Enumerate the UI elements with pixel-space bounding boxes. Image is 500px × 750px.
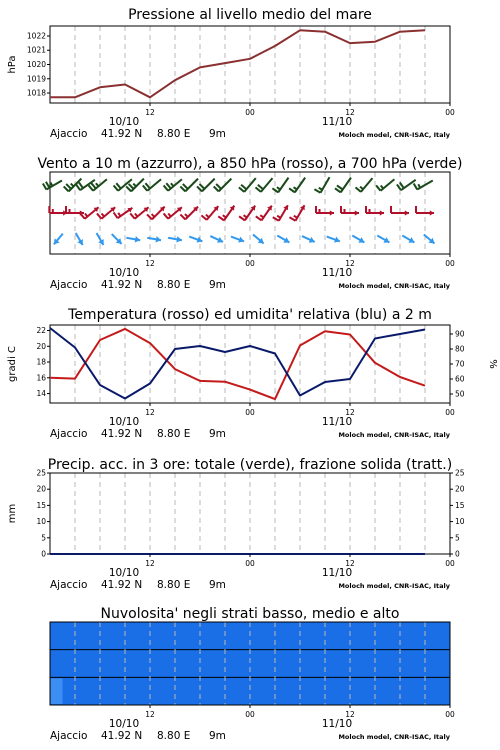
y-tick-label-right: 70 [455,359,465,369]
location-lon: 8.80 E [157,579,191,591]
barb-feather [102,213,105,216]
barb-shaft [381,179,395,191]
wind-barb-10m [402,236,414,243]
wind-x-ticks [50,254,455,291]
pressure-grid [75,26,425,103]
barb-feather [145,183,149,188]
x-tick-label: 12 [345,408,355,417]
barb-feather [116,183,120,188]
x-tick-label: 00 [445,710,455,719]
wind-barb-700hPa [143,179,161,191]
y-tick-label: 1021 [26,45,46,55]
location-lon: 8.80 E [157,128,191,140]
barb-head [405,210,409,215]
barb-feather [273,217,279,221]
model-credit: Moloch model, CNR-ISAC, Italy [338,131,450,139]
wind-barb-10m [327,237,340,243]
pressure-x-ticks [50,103,455,140]
location-lat: 41.92 N [101,128,143,140]
precip-title: Precip. acc. in 3 ore: totale (verde), frazione solida (tratt.) [47,457,453,473]
wind-barb-700hPa [164,179,182,191]
date-label: 11/10 [321,416,353,428]
barb-feather [294,187,297,189]
barb-feather [180,186,185,191]
wind-panel [37,156,462,291]
x-tick-label: 12 [145,408,155,417]
y-tick-label: 20 [36,484,46,494]
barb-feather [183,184,188,189]
wind-barb-700hPa [214,179,232,192]
barb-feather [319,188,322,190]
barb-feather [129,184,134,189]
date-label: 11/10 [321,718,353,730]
barb-feather [50,183,52,186]
barb-feather [166,183,170,188]
barb-feather [152,214,155,217]
y-tick-label: 1020 [26,60,46,69]
barb-feather [289,217,295,221]
barb-feather [277,216,280,218]
barb-shaft [361,178,373,192]
barb-head [355,210,359,215]
barb-feather [66,184,71,189]
barb-feather [89,185,93,190]
x-tick-label: 12 [345,259,355,268]
barb-head [430,210,434,215]
barb-feather [197,186,202,191]
y-tick-label: 20 [36,341,46,351]
x-tick-label: 00 [445,408,455,417]
barb-feather [381,185,384,188]
x-tick-label: 00 [245,710,255,719]
y-tick-label: 16 [36,373,46,383]
location-lat: 41.92 N [101,579,143,591]
x-tick-label: 00 [445,559,455,568]
barb-feather [96,183,99,186]
barb-feather [277,187,280,189]
wind-barb-10m [231,237,244,243]
x-tick-label: 00 [445,108,455,117]
location-alt: 9m [209,279,226,291]
wind-barb-700hPa [376,179,394,191]
barb-feather [135,213,138,216]
date-label: 10/10 [108,267,140,279]
humidity-y-label: % [487,359,498,369]
y-tick-label: 1018 [26,88,46,98]
barb-feather [256,187,261,191]
barb-feather [418,184,420,187]
wind-barb-700hPa [239,178,256,192]
wind-barb-10m [147,236,161,242]
barb-feather [214,186,219,191]
x-tick-label: 12 [145,259,155,268]
barb-feather [164,213,168,218]
wind-barb-700hPa [43,181,62,190]
barb-feather [337,185,343,189]
date-label: 11/10 [321,267,353,279]
y-tick-label-right: 20 [455,484,465,494]
barb-feather [80,213,84,218]
wind-barb-700hPa [335,178,351,193]
cloud-x-ticks [50,705,455,742]
date-label: 10/10 [108,718,140,730]
barb-feather [180,214,185,219]
barb-feather [260,215,263,217]
wind-barb-700hPa [180,179,198,192]
pressure-line [50,30,425,97]
barb-feather [360,187,363,190]
barb-feather [239,216,245,220]
wind-barb-850hPa [180,207,198,220]
wind-barb-850hPa [256,206,272,221]
barb-feather [201,215,206,219]
barb-feather [168,213,171,216]
barb-feather [76,184,80,190]
wind-barb-10m [277,236,289,243]
barb-feather [241,185,246,189]
barb-feather [239,187,244,191]
barb-feather [244,215,247,217]
wind-barb-850hPa [289,205,304,221]
x-tick-label: 12 [345,108,355,117]
temperature-y-label: gradi C [7,346,18,382]
barb-feather [216,184,221,189]
barb-feather [71,184,74,187]
model-credit: Moloch model, CNR-ISAC, Italy [338,282,450,290]
x-tick-label: 00 [245,559,255,568]
wind-barb-850hPa [130,207,148,219]
temperature-panel [7,307,498,440]
temperature-x-ticks [50,403,455,440]
barb-feather [199,184,204,189]
barb-feather [164,185,168,190]
date-label: 10/10 [108,116,140,128]
location-name: Ajaccio [50,128,88,140]
barb-feather [114,212,118,218]
barb-feather [376,185,380,190]
temperature-title: Temperatura (rosso) ed umidita' relativa (blu) a 2 m [68,307,432,323]
wind-barb-700hPa [289,178,305,193]
barb-feather [64,186,69,191]
y-tick-label: 5 [41,533,46,543]
barb-feather [143,185,147,190]
x-tick-label: 12 [145,559,155,568]
barb-feather [126,186,131,191]
y-tick-label-right: 50 [455,389,465,399]
wind-barb-10m [210,236,223,243]
date-label: 10/10 [108,567,140,579]
wind-title: Vento a 10 m (azzurro), a 850 hPa (rosso), a 700 hPa (verde) [37,156,463,172]
x-tick-label: 00 [245,259,255,268]
temperature-series [50,328,425,399]
wind-barb-10m [253,235,264,244]
temperature-y-ticks [36,326,50,398]
barb-head [380,210,384,215]
wind-barb-700hPa [356,178,373,192]
model-credit: Moloch model, CNR-ISAC, Italy [338,582,450,590]
location-name: Ajaccio [50,279,88,291]
model-credit: Moloch model, CNR-ISAC, Italy [338,431,450,439]
x-tick-label: 12 [345,559,355,568]
precip-grid [75,473,425,554]
x-tick-label: 00 [245,408,255,417]
model-credit: Moloch model, CNR-ISAC, Italy [338,733,450,741]
wind-barb-10m [377,236,389,243]
wind-barb-10m [54,234,63,245]
cloud-title: Nuvolosita' negli strati basso, medio e alto [100,606,400,622]
wind-barb-10m [112,234,122,244]
barb-shaft [261,178,273,192]
location-alt: 9m [209,579,226,591]
barb-feather [356,187,361,191]
wind-barb-700hPa [256,178,273,192]
barb-feather [79,182,83,188]
wind-barb-10m [126,236,140,242]
x-tick-label: 12 [345,710,355,719]
y-tick-label-right: 60 [455,374,465,384]
cloud-cell [50,678,63,704]
precip-y-label: mm [7,503,18,524]
barb-shaft [185,179,198,192]
precip-x-ticks [50,554,455,591]
x-tick-label: 00 [245,108,255,117]
location-alt: 9m [209,730,226,742]
y-tick-label: 25 [36,468,46,478]
temperature-grid [75,325,425,403]
humidity-line [50,328,425,399]
barb-feather [185,214,188,217]
x-tick-label: 00 [445,259,455,268]
barb-feather [223,215,226,217]
wind-barb-10m [352,236,364,243]
pressure-title: Pressione al livello medio del mare [128,7,372,23]
y-tick-label: 1019 [26,74,46,84]
location-alt: 9m [209,128,226,140]
location-lon: 8.80 E [157,428,191,440]
barb-feather [206,215,209,218]
wind-barb-10m [302,236,315,243]
precip-y-ticks [36,469,50,559]
wind-barb-850hPa [201,206,218,220]
barb-feather [414,183,418,189]
y-tick-label-right: 80 [455,344,465,354]
wind-barb-700hPa [89,179,107,191]
location-name: Ajaccio [50,730,88,742]
y-tick-label: 0 [41,549,46,559]
pressure-y-label: hPa [7,55,18,74]
location-lon: 8.80 E [157,279,191,291]
barb-feather [335,188,341,192]
location-alt: 9m [209,428,226,440]
y-tick-label-right: 90 [455,329,465,339]
pressure-series [50,30,425,97]
barb-shaft [202,179,215,192]
barb-feather [85,213,88,216]
y-tick-label-right: 15 [455,500,465,510]
wind-barb-10m [76,233,83,245]
barb-feather [256,216,262,220]
y-tick-label: 18 [36,357,46,367]
y-tick-label: 1022 [26,31,46,41]
y-tick-label: 10 [36,517,46,527]
barb-feather [43,183,47,189]
y-tick-label-right: 25 [455,468,465,478]
barb-feather [171,183,174,186]
precip-panel [7,457,465,591]
y-tick-label: 22 [36,326,46,336]
humidity-y-ticks [450,330,465,399]
location-lat: 41.92 N [101,730,143,742]
wind-barb-700hPa [314,177,329,193]
y-tick-label-right: 10 [455,517,465,527]
wind-barb-10m [97,233,104,245]
barb-feather [218,216,224,220]
wind-barb-850hPa [114,208,133,218]
barb-feather [130,213,134,218]
wind-barb-850hPa [218,206,234,221]
barb-feather [97,213,101,218]
y-tick-label-right: 5 [455,533,460,543]
location-lat: 41.92 N [101,279,143,291]
barb-feather [133,184,136,187]
cloud-panel [50,606,455,742]
wind-barb-850hPa [49,206,67,216]
date-label: 10/10 [108,416,140,428]
barb-feather [147,214,152,219]
x-tick-label: 12 [145,710,155,719]
pressure-panel [7,7,455,140]
barb-feather [118,213,120,216]
location-lat: 41.92 N [101,428,143,440]
barb-feather [114,185,118,190]
x-tick-label: 12 [145,108,155,117]
barb-feather [289,188,295,192]
wind-barb-850hPa [164,207,182,219]
location-name: Ajaccio [50,428,88,440]
date-label: 11/10 [321,567,353,579]
precip-y-ticks-right [450,469,465,559]
wind-barb-700hPa [414,181,433,190]
y-tick-label: 15 [36,500,46,510]
barb-feather [294,216,297,218]
wind-barbs [43,177,435,245]
wind-barb-700hPa [197,179,215,192]
location-name: Ajaccio [50,579,88,591]
date-label: 11/10 [321,116,353,128]
barb-feather [46,182,50,188]
barb-feather [91,183,95,188]
pressure-y-ticks [27,31,50,97]
barb-shaft [244,178,256,192]
wind-barb-850hPa [239,206,255,221]
y-tick-label-right: 0 [455,549,460,559]
barb-head [330,210,334,215]
barb-feather [314,189,320,193]
barb-feather [258,185,263,189]
y-tick-label: 14 [36,389,46,399]
location-lon: 8.80 E [157,730,191,742]
